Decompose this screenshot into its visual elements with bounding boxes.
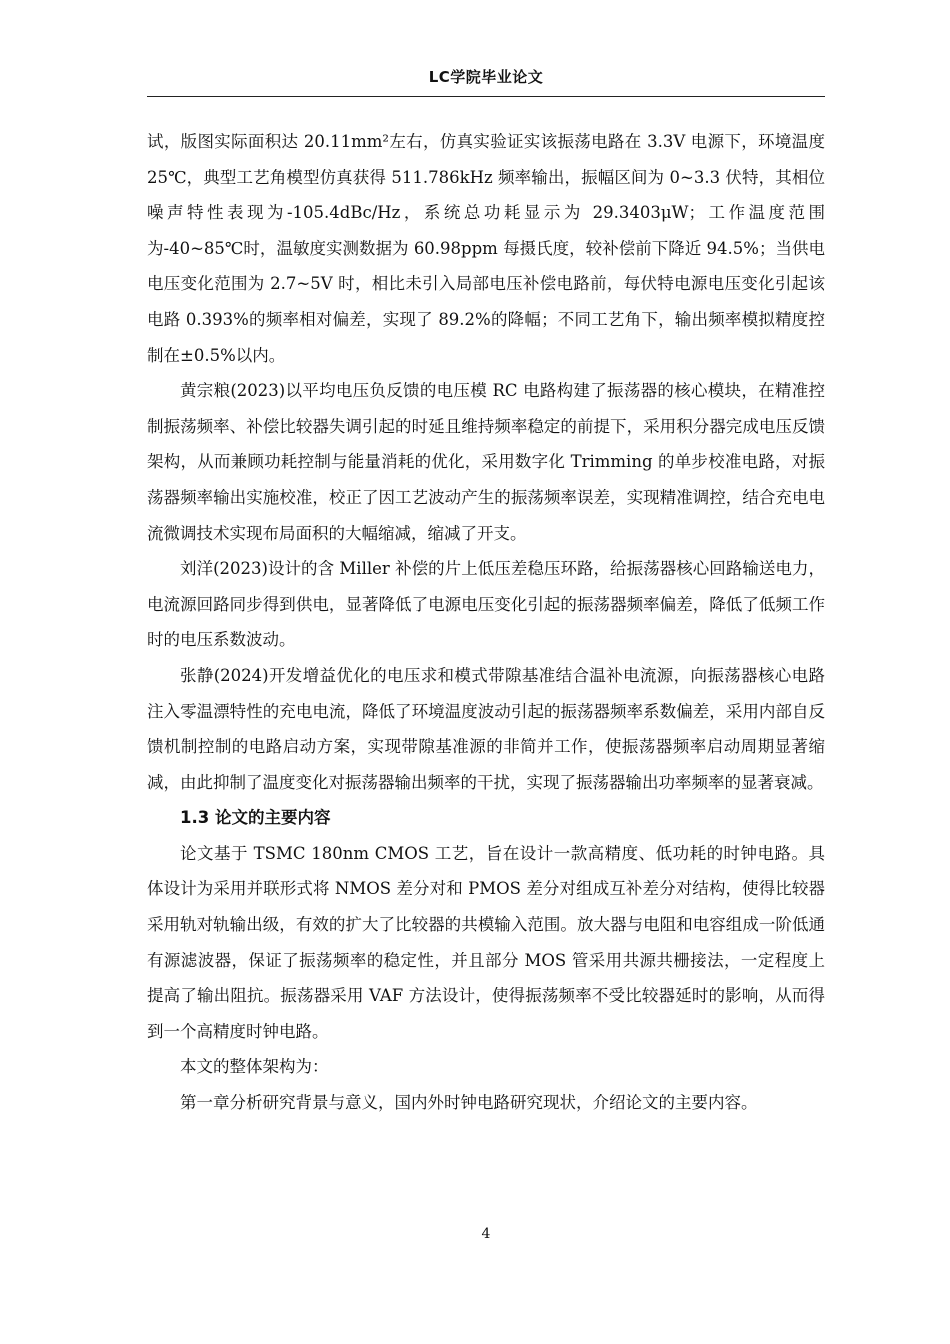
header-divider [147,96,825,97]
section-heading: 1.3 论文的主要内容 [180,808,331,828]
running-header: LC学院毕业论文 [428,68,544,86]
paragraph-liu: 刘洋(2023)设计的含 Miller 补偿的片上低压差稳压环路，给振荡器核心回路输送电力，电流源回路同步得到供电，显著降低了电源电压变化引起的振荡器频率偏差，降低了低频工作时的电压系数波动。 [147,559,825,650]
page-number: 4 [481,1226,491,1242]
paragraph-continued: 试，版图实际面积达 20.11mm²左右，仿真实验证实该振荡电路在 3.3V 电源下，环境温度 25℃，典型工艺角模型仿真获得 511.786kHz 频率输出，振幅区间为 0~3.3 伏特，其相位噪声特性表现为-105.4dBc/Hz，系统总功耗显示为 29.3403μW；工作温度范围为-40~85℃时，温敏度实测数据为 60.98ppm 每摄氏度，较补偿前下降近 94.5%；当供电电压变化范围为 2.7~5V 时，相比未引入局部电压补偿电路前，每伏特电源电压变化引起该电路 0.393%的频率相对偏差，实现了 89.2%的降幅；不同工艺角下，输出频率模拟精度控制在±0.5%以内。 [147,132,825,365]
paragraph-chapter-one: 第一章分析研究背景与意义，国内外时钟电路研究现状，介绍论文的主要内容。 [180,1093,758,1113]
paragraph-zhang: 张静(2024)开发增益优化的电压求和模式带隙基准结合温补电流源，向振荡器核心电路注入零温漂特性的充电电流，降低了环境温度波动引起的振荡器频率系数偏差，采用内部自反馈机制控制的电路启动方案，实现带隙基准源的非简并工作，使振荡器频率启动周期显著缩减，由此抑制了温度变化对振荡器输出频率的干扰，实现了振荡器输出功率频率的显著衰减。 [147,665,825,792]
paragraph-main-content: 论文基于 TSMC 180nm CMOS 工艺，旨在设计一款高精度、低功耗的时钟电路。具体设计为采用并联形式将 NMOS 差分对和 PMOS 差分对组成互补差分对结构，使得比较器采用轨对轨输出级，有效的扩大了比较器的共模输入范围。放大器与电阻和电容组成一阶低通有源滤波器，保证了振荡频率的稳定性，并且部分 MOS 管采用共源共栅接法，一定程度上提高了输出阻抗。振荡器采用 VAF 方法设计，使得振荡频率不受比较器延时的影响，从而得到一个高精度时钟电路。 [147,843,825,1041]
body-text [147,124,825,1121]
paragraph-huang: 黄宗粮(2023)以平均电压负反馈的电压模 RC 电路构建了振荡器的核心模块，在精准控制振荡频率、补偿比较器失调引起的时延且维持频率稳定的前提下，采用积分器完成电压反馈架构，从而兼顾功耗控制与能量消耗的优化，采用数字化 Trimming 的单步校准电路，对振荡器频率输出实施校准，校正了因工艺波动产生的振荡频率误差，实现精准调控，结合充电电流微调技术实现布局面积的大幅缩减，缩减了开支。 [147,381,825,543]
paragraph-structure-intro: 本文的整体架构为： [180,1057,329,1077]
